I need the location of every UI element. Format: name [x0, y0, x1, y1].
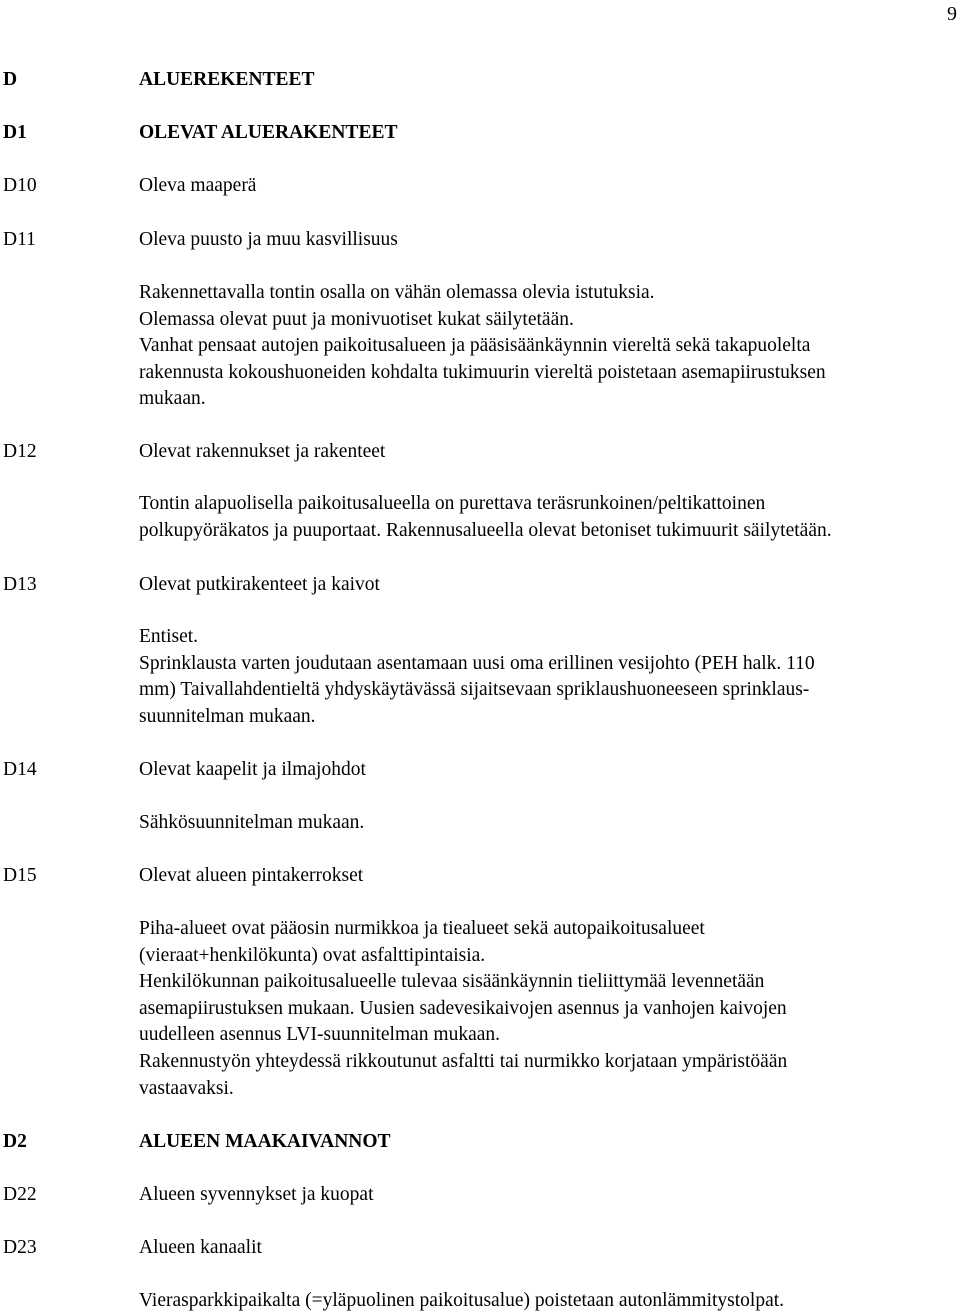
section-title: Alueen syvennykset ja kuopat — [139, 1184, 374, 1205]
section-code: D22 — [3, 1184, 37, 1205]
paragraph-line: vastaavaksi. — [139, 1077, 234, 1099]
paragraph-line: Piha-alueet ovat pääosin nurmikkoa ja tiealueet sekä autopaikoitusalueet — [139, 918, 705, 939]
section-code: D10 — [3, 175, 37, 196]
page-number: 9 — [947, 3, 957, 25]
section-title: ALUEEN MAAKAIVANNOT — [139, 1131, 391, 1152]
section-code: D23 — [3, 1237, 37, 1258]
section-title: ALUEREKENTEET — [139, 69, 315, 90]
section-title: Olevat rakennukset ja rakenteet — [139, 441, 386, 462]
section-title: Olevat putkirakenteet ja kaivot — [139, 574, 380, 595]
section-d13-paragraph — [139, 624, 951, 730]
paragraph-line: Vierasparkkipaikalta (=yläpuolinen paikoitusalue) poistetaan autonlämmitystolpat. — [139, 1290, 785, 1311]
section-code: D — [3, 69, 18, 90]
paragraph-line: rakennusta kokoushuoneiden kohdalta tukimuurin viereltä poistetaan asemapiirustuksen — [139, 361, 826, 383]
paragraph-line: Sähkösuunnitelman mukaan. — [139, 812, 365, 833]
paragraph-line: mm) Taivallahdentieltä yhdyskäytävässä sijaitsevaan spriklaushuoneeseen sprinklaus- — [139, 679, 810, 701]
paragraph-line: polkupyöräkatos ja puuportaat. Rakennusalueella olevat betoniset tukimuurit säilytetään. — [139, 519, 832, 541]
section-d15-paragraph — [139, 916, 951, 1102]
paragraph-line: Tontin alapuolisella paikoitusalueella on purettava teräsrunkoinen/peltikattoinen — [139, 493, 766, 514]
paragraph-line: Olemassa olevat puut ja monivuotiset kukat säilytetään. — [139, 308, 574, 330]
section-d23-paragraph — [139, 1288, 951, 1315]
section-title: Oleva maaperä — [139, 175, 257, 196]
section-title: Alueen kanaalit — [139, 1237, 262, 1258]
paragraph-line: mukaan. — [139, 388, 206, 410]
paragraph-line: uudelleen asennus LVI-suunnitelman mukaan. — [139, 1024, 501, 1046]
section-code: D15 — [3, 865, 37, 886]
paragraph-line: Henkilökunnan paikoitusalueelle tulevaa sisäänkäynnin tieliittymää levennetään — [139, 971, 765, 993]
paragraph-line: Rakennustyön yhteydessä rikkoutunut asfaltti tai nurmikko korjataan ympäristöään — [139, 1050, 788, 1072]
section-code: D1 — [3, 122, 27, 143]
section-code: D11 — [3, 229, 36, 250]
section-d12-paragraph — [139, 491, 951, 544]
paragraph-line: Sprinklausta varten joudutaan asentamaan uusi oma erillinen vesijohto (PEH halk. 110 — [139, 652, 815, 674]
section-title: Olevat kaapelit ja ilmajohdot — [139, 759, 366, 780]
section-code: D13 — [3, 574, 37, 595]
section-code: D2 — [3, 1131, 27, 1152]
section-title: OLEVAT ALUERAKENTEET — [139, 122, 398, 143]
section-d14-paragraph — [139, 810, 951, 837]
section-code: D12 — [3, 441, 37, 462]
paragraph-line: Rakennettavalla tontin osalla on vähän olemassa olevia istutuksia. — [139, 282, 655, 303]
section-title: Oleva puusto ja muu kasvillisuus — [139, 229, 398, 250]
section-title: Olevat alueen pintakerrokset — [139, 865, 364, 886]
section-code: D14 — [3, 759, 37, 780]
paragraph-line: Vanhat pensaat autojen paikoitusalueen ja pääsisäänkäynnin viereltä sekä takapuolelta — [139, 335, 811, 357]
paragraph-line: (vieraat+henkilökunta) ovat asfalttipintaisia. — [139, 944, 486, 966]
paragraph-line: Entiset. — [139, 626, 199, 647]
paragraph-line: suunnitelman mukaan. — [139, 705, 316, 727]
paragraph-line: asemapiirustuksen mukaan. Uusien sadevesikaivojen asennus ja vanhojen kaivojen — [139, 997, 787, 1019]
section-d11-paragraph — [139, 280, 951, 413]
